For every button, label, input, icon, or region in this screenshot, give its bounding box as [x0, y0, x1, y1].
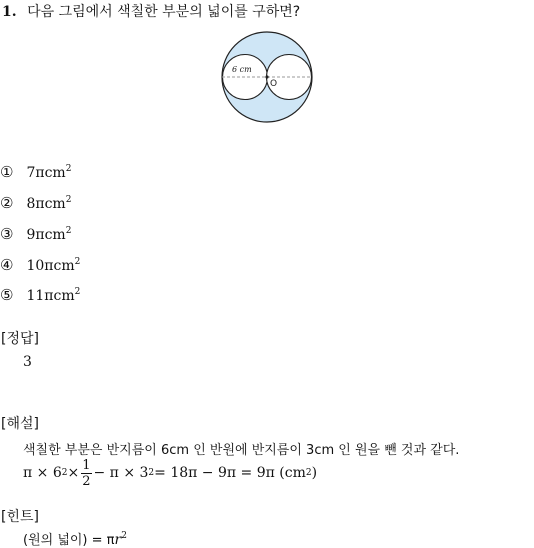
hint-text: (원의 넓이) = π [23, 533, 115, 548]
choice-unit: πcm [44, 288, 75, 304]
equation-part: × [67, 465, 80, 481]
hint-variable: r [114, 532, 122, 548]
choice-value: 7 [26, 165, 36, 181]
question-text: 다음 그림에서 색칠한 부분의 넓이를 구하면? [27, 4, 301, 20]
solution-text: 색칠한 부분은 반지름이 6cm 인 반원에 반지름이 3cm 인 원을 뺀 것과 같다. [23, 443, 460, 458]
solution-equation: π × 6 2 × $\frac{1}{2}$ − π × 3 2 = 18π − 9π = 9π (cm 2 ) [23, 457, 318, 489]
choice-marker: ④ [0, 256, 14, 274]
equation-part: π × 6 [23, 465, 62, 481]
hint-line [23, 529, 127, 548]
equation-part: − π × 3 [93, 465, 149, 481]
choice-value: 9 [26, 227, 36, 243]
solution-heading: [해설] [1, 416, 39, 432]
choice-value: 8 [26, 196, 36, 212]
choice-2[interactable] [0, 194, 71, 212]
question-number: 1. [2, 4, 17, 20]
radius-label: 6 cm [232, 65, 252, 74]
choice-3[interactable] [0, 225, 71, 243]
center-label: O [270, 79, 278, 89]
choice-exponent: 2 [74, 257, 81, 267]
answer-heading: [정답] [1, 331, 39, 347]
choice-exponent: 2 [65, 226, 72, 236]
choice-unit: πcm [35, 196, 66, 212]
choice-unit: πcm [35, 227, 66, 243]
choice-marker: ③ [0, 225, 14, 243]
choice-value: 11 [26, 288, 45, 304]
question-header [2, 1, 300, 21]
choice-exponent: 2 [65, 164, 72, 174]
equation-fraction [81, 459, 91, 488]
choice-marker: ② [0, 194, 14, 212]
equation-part: ) [311, 465, 318, 481]
hint-exponent: 2 [121, 531, 127, 541]
fraction-denominator: 2 [82, 473, 91, 489]
choice-exponent: 2 [74, 287, 81, 297]
choice-1[interactable] [0, 163, 71, 181]
choice-unit: πcm [44, 258, 75, 274]
answer-value: 3 [23, 354, 32, 370]
hint-heading: [힌트] [1, 509, 39, 525]
choice-5[interactable] [0, 286, 80, 304]
choice-marker: ① [0, 163, 14, 181]
center-point [265, 75, 268, 78]
equation-part: = 18π − 9π = 9π (cm [154, 465, 306, 481]
choice-unit: πcm [35, 165, 66, 181]
figure-circle-diagram [218, 28, 316, 126]
choice-marker: ⑤ [0, 286, 14, 304]
choice-value: 10 [26, 258, 45, 274]
choice-4[interactable] [0, 256, 80, 274]
fraction-numerator: 1 [82, 457, 91, 473]
choice-exponent: 2 [65, 195, 72, 205]
